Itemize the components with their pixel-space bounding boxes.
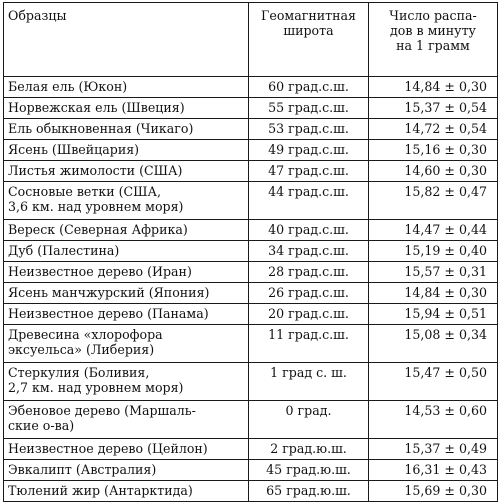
header-rate: Число распа- дов в минуту на 1 грамм	[369, 3, 498, 77]
table-row	[4, 77, 498, 98]
latitude-cell: 47 град.с.ш.	[249, 161, 369, 182]
latitude-cell: 34 град.с.ш.	[249, 241, 369, 262]
latitude-cell: 20 град.с.ш.	[249, 304, 369, 325]
sample-name-cell: Ясень (Швейцария)	[4, 140, 249, 161]
rate-cell: 15,82 ± 0,47	[369, 182, 498, 220]
rate-cell: 15,08 ± 0,34	[369, 325, 498, 363]
sample-name-cell: Эбеновое дерево (Маршаль- ские о-ва)	[4, 401, 249, 439]
latitude-cell: 1 град с. ш.	[249, 363, 369, 401]
sample-name-cell: Эвкалипт (Австралия)	[4, 460, 249, 481]
rate-cell: 15,19 ± 0,40	[369, 241, 498, 262]
table-row	[4, 325, 498, 363]
table-row	[4, 283, 498, 304]
samples-table	[3, 2, 498, 502]
sample-name-cell: Дуб (Палестина)	[4, 241, 249, 262]
table-row	[4, 220, 498, 241]
table-row	[4, 119, 498, 140]
rate-cell: 14,72 ± 0,54	[369, 119, 498, 140]
latitude-cell: 60 град.с.ш.	[249, 77, 369, 98]
sample-name-cell: Вереск (Северная Африка)	[4, 220, 249, 241]
rate-cell: 14,84 ± 0,30	[369, 77, 498, 98]
rate-cell: 15,94 ± 0,51	[369, 304, 498, 325]
table-row	[4, 182, 498, 220]
rate-cell: 15,69 ± 0,30	[369, 481, 498, 502]
latitude-cell: 0 град.	[249, 401, 369, 439]
rate-cell: 14,84 ± 0,30	[369, 283, 498, 304]
table-row	[4, 140, 498, 161]
sample-name-cell: Норвежская ель (Швеция)	[4, 98, 249, 119]
latitude-cell: 26 град.с.ш.	[249, 283, 369, 304]
rate-cell: 15,37 ± 0,54	[369, 98, 498, 119]
table-row	[4, 401, 498, 439]
table-row	[4, 439, 498, 460]
rate-cell: 14,47 ± 0,44	[369, 220, 498, 241]
header-latitude: Геомагнитная широта	[249, 3, 369, 77]
rate-cell: 15,47 ± 0,50	[369, 363, 498, 401]
table-body	[4, 77, 498, 502]
latitude-cell: 45 град.ю.ш.	[249, 460, 369, 481]
rate-cell: 15,57 ± 0,31	[369, 262, 498, 283]
rate-cell: 14,60 ± 0,30	[369, 161, 498, 182]
latitude-cell: 28 град.с.ш.	[249, 262, 369, 283]
table-row	[4, 363, 498, 401]
rate-cell: 15,37 ± 0,49	[369, 439, 498, 460]
latitude-cell: 65 град.ю.ш.	[249, 481, 369, 502]
table-row	[4, 304, 498, 325]
table-row	[4, 460, 498, 481]
sample-name-cell: Древесина «хлорофора эксуельса» (Либерия)	[4, 325, 249, 363]
latitude-cell: 11 град.с.ш.	[249, 325, 369, 363]
sample-name-cell: Неизвестное дерево (Цейлон)	[4, 439, 249, 460]
latitude-cell: 2 град.ю.ш.	[249, 439, 369, 460]
latitude-cell: 53 град.с.ш.	[249, 119, 369, 140]
latitude-cell: 55 град.с.ш.	[249, 98, 369, 119]
rate-cell: 14,53 ± 0,60	[369, 401, 498, 439]
sample-name-cell: Стеркулия (Боливия, 2,7 км. над уровнем моря)	[4, 363, 249, 401]
table-row	[4, 481, 498, 502]
sample-name-cell: Сосновые ветки (США, 3,6 км. над уровнем моря)	[4, 182, 249, 220]
sample-name-cell: Тюлений жир (Антарктида)	[4, 481, 249, 502]
sample-name-cell: Неизвестное дерево (Панама)	[4, 304, 249, 325]
rate-cell: 15,16 ± 0,30	[369, 140, 498, 161]
sample-name-cell: Листья жимолости (США)	[4, 161, 249, 182]
rate-cell: 16,31 ± 0,43	[369, 460, 498, 481]
sample-name-cell: Ель обыкновенная (Чикаго)	[4, 119, 249, 140]
latitude-cell: 44 град.с.ш.	[249, 182, 369, 220]
sample-name-cell: Ясень манчжурский (Япония)	[4, 283, 249, 304]
latitude-cell: 49 град.с.ш.	[249, 140, 369, 161]
sample-name-cell: Белая ель (Юкон)	[4, 77, 249, 98]
sample-name-cell: Неизвестное дерево (Иран)	[4, 262, 249, 283]
table-row	[4, 98, 498, 119]
table-row	[4, 161, 498, 182]
table-header-row	[4, 3, 498, 77]
latitude-cell: 40 град.с.ш.	[249, 220, 369, 241]
table-row	[4, 241, 498, 262]
header-samples: Образцы	[4, 3, 249, 77]
table-row	[4, 262, 498, 283]
